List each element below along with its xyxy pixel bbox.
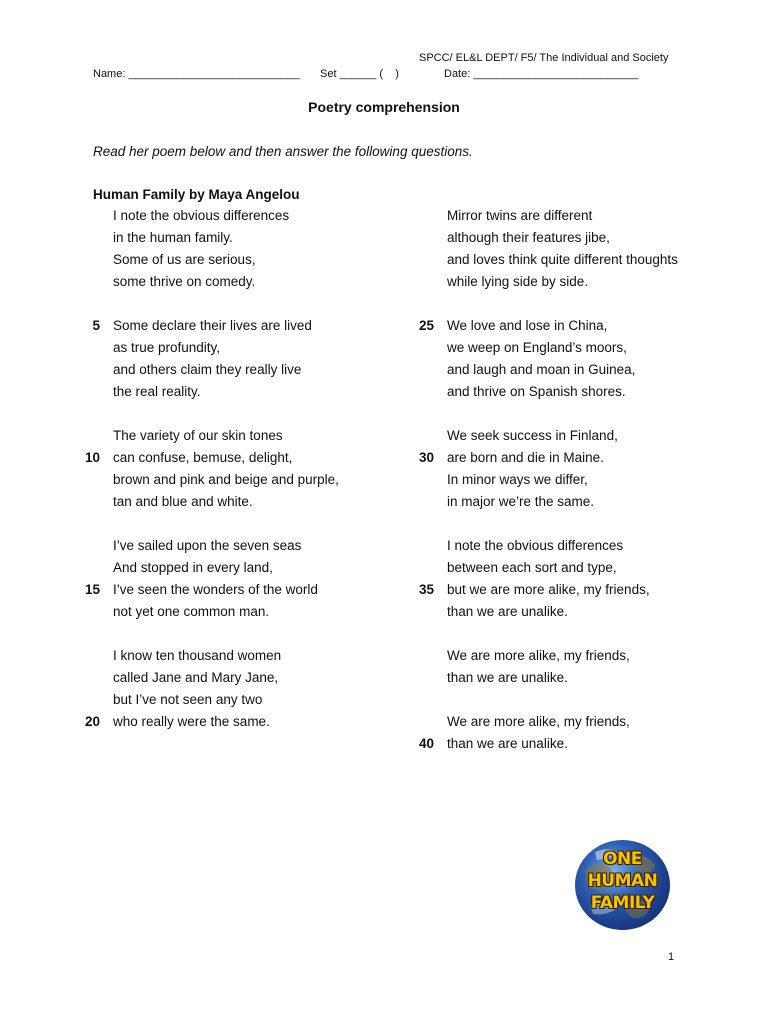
line-number: 15 [84,582,100,597]
poem-line: the real reality. [113,384,201,399]
line-number [70,645,100,667]
line-number [404,381,434,403]
poem-line: and loves think quite different thoughts [447,252,678,267]
poem-line: than we are unalike. [447,604,568,619]
poem-line: Some of us are serious, [113,252,256,267]
poem-line: while lying side by side. [447,274,589,289]
line-number [404,689,434,711]
line-number [70,557,100,579]
name-field: Name: ____________________________ [93,68,300,80]
line-number: 5 [92,318,100,333]
poem-line: called Jane and Mary Jane, [113,670,279,685]
line-number: 25 [418,318,434,333]
line-number [404,249,434,271]
line-number [70,601,100,623]
line-number [404,469,434,491]
logo-line-2: HUMAN [587,871,658,891]
poem-line: We are more alike, my friends, [447,714,630,729]
poem-line [113,403,413,425]
poem-line: than we are unalike. [447,736,568,751]
line-number: 10 [84,450,100,465]
line-number [404,535,434,557]
line-number [70,623,100,645]
line-number [70,689,100,711]
poem-line [113,293,413,315]
poem-line [113,623,413,645]
poem-line: are born and die in Maine. [447,450,604,465]
line-number [404,337,434,359]
line-number [70,337,100,359]
poem-line: between each sort and type, [447,560,617,575]
line-number [70,359,100,381]
line-number [404,359,434,381]
line-number [70,381,100,403]
line-number [70,249,100,271]
poem-line: who really were the same. [113,714,270,729]
poem-line: We seek success in Finland, [447,428,618,443]
line-number [404,205,434,227]
poem-line: And stopped in every land, [113,560,273,575]
line-number [70,491,100,513]
line-number [70,293,100,315]
poem-line: I note the obvious differences [113,208,290,223]
line-number [404,623,434,645]
poem-line: Some declare their lives are lived [113,318,312,333]
poem-line: We love and lose in China, [447,318,608,333]
header-course: SPCC/ EL&L DEPT/ F5/ The Individual and Society [419,52,669,64]
poem-line: I know ten thousand women [113,648,282,663]
line-number [70,227,100,249]
poem-line: not yet one common man. [113,604,270,619]
line-number [70,469,100,491]
line-number [404,403,434,425]
poem-line: in the human family. [113,230,233,245]
poem-line: and laugh and moan in Guinea, [447,362,636,377]
line-number [70,403,100,425]
line-number [404,491,434,513]
line-number [404,645,434,667]
one-human-family-logo [575,840,670,930]
poem-line: but we are more alike, my friends, [447,582,650,597]
line-number [404,271,434,293]
line-number [70,513,100,535]
line-number [70,205,100,227]
page-title: Poetry comprehension [308,99,460,115]
set-field: Set ______ ( ) [320,68,399,80]
line-number: 40 [418,736,434,751]
line-number: 20 [84,714,100,729]
poem-line: tan and blue and white. [113,494,253,509]
poem-line [447,293,747,315]
line-number [70,425,100,447]
poem-line: We are more alike, my friends, [447,648,630,663]
poem-line [447,403,747,425]
poem-title: Human Family by Maya Angelou [93,187,300,202]
poem-line: but I’ve not seen any two [113,692,263,707]
line-number [404,711,434,733]
instructions: Read her poem below and then answer the following questions. [93,144,473,159]
poem-line: and thrive on Spanish shores. [447,384,626,399]
poem-line [447,623,747,645]
line-number: 30 [418,450,434,465]
poem-right-column [447,205,747,755]
poem-line [447,513,747,535]
poem-line: can confuse, bemuse, delight, [113,450,293,465]
poem-line: Mirror twins are different [447,208,593,223]
poem-line [113,513,413,535]
line-number [404,227,434,249]
poem-left-column [113,205,413,733]
poem-line: and others claim they really live [113,362,302,377]
poem-line: In minor ways we differ, [447,472,588,487]
page-number: 1 [668,951,675,963]
poem-line: although their features jibe, [447,230,610,245]
line-number [404,425,434,447]
poem-line: I’ve sailed upon the seven seas [113,538,302,553]
line-number [404,557,434,579]
poem-line: The variety of our skin tones [113,428,283,443]
poem-left-line-numbers [70,205,100,733]
poem-line: I note the obvious differences [447,538,624,553]
line-number [404,293,434,315]
line-number [404,513,434,535]
poem-line: I’ve seen the wonders of the world [113,582,318,597]
date-field: Date: ___________________________ [444,68,639,80]
poem-line: some thrive on comedy. [113,274,256,289]
line-number [70,535,100,557]
poem-line: as true profundity, [113,340,221,355]
poem-right-line-numbers [404,205,434,755]
poem-line [447,689,747,711]
logo-line-3: FAMILY [590,893,655,913]
line-number [404,667,434,689]
poem-line: than we are unalike. [447,670,568,685]
poem-line: in major we’re the same. [447,494,595,509]
line-number: 35 [418,582,434,597]
logo-line-1: ONE [603,849,642,869]
line-number [70,271,100,293]
poem-line: we weep on England’s moors, [447,340,627,355]
line-number [70,667,100,689]
poem-line: brown and pink and beige and purple, [113,472,339,487]
line-number [404,601,434,623]
